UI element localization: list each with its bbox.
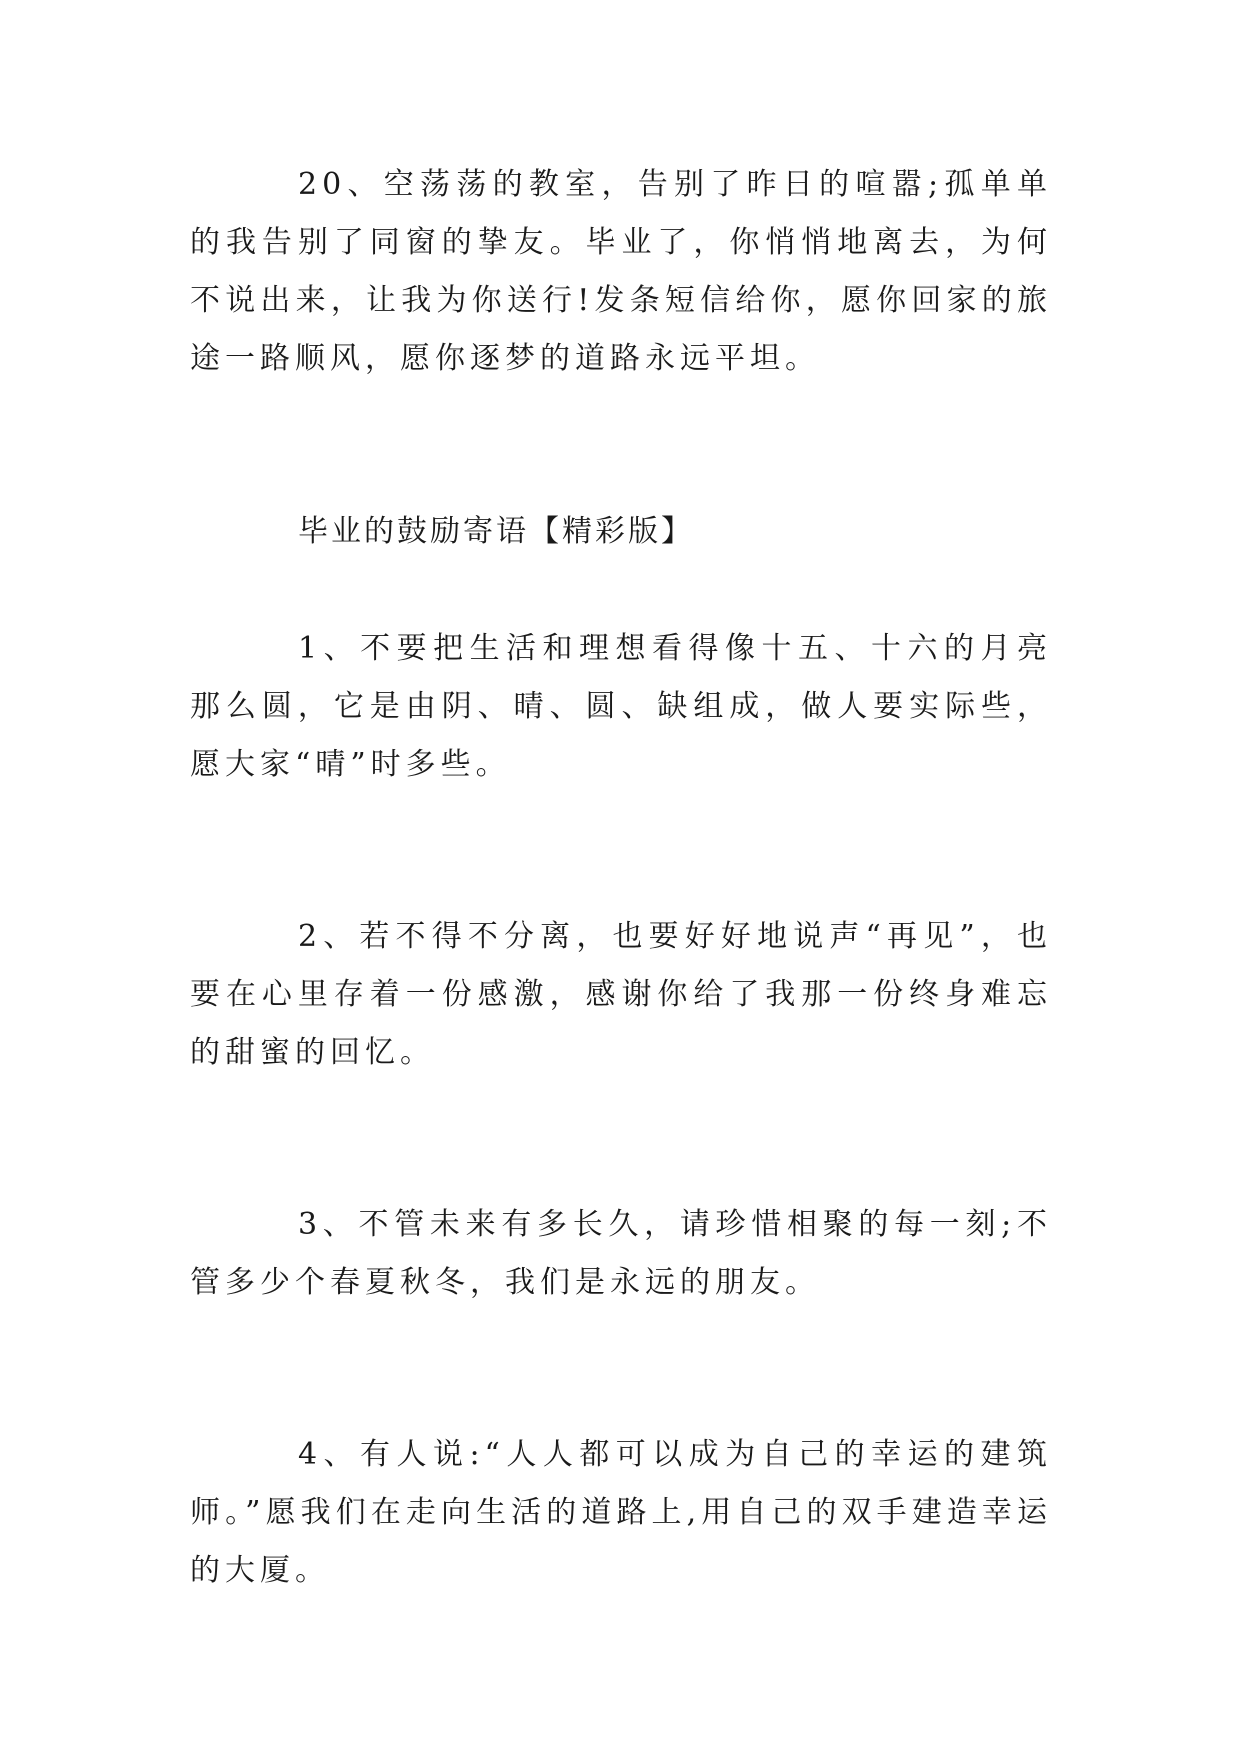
paragraph-1: 1、不要把生活和理想看得像十五、十六的月亮那么圆，它是由阴、晴、圆、缺组成，做人要实际些，愿大家“晴”时多些。 xyxy=(190,631,1052,782)
paragraph-4: 4、有人说:“人人都可以成为自己的幸运的建筑师。”愿我们在走向生活的道路上,用自己的双手建造幸运的大厦。 xyxy=(190,1437,1052,1588)
paragraph-3: 3、不管未来有多长久，请珍惜相聚的每一刻;不管多少个春夏秋冬，我们是永远的朋友。 xyxy=(190,1207,1052,1300)
paragraph-2: 2、若不得不分离，也要好好地说声“再见”，也要在心里存着一份感激，感谢你给了我那一份终身难忘的甜蜜的回忆。 xyxy=(190,919,1052,1070)
section-heading: 毕业的鼓励寄语【精彩版】 xyxy=(298,514,694,549)
paragraph-20: 20、空荡荡的教室，告别了昨日的喧嚣;孤单单的我告别了同窗的挚友。毕业了，你悄悄地离去，为何不说出来，让我为你送行!发条短信给你，愿你回家的旅途一路顺风，愿你逐梦的道路永远平坦。 xyxy=(190,167,1052,376)
